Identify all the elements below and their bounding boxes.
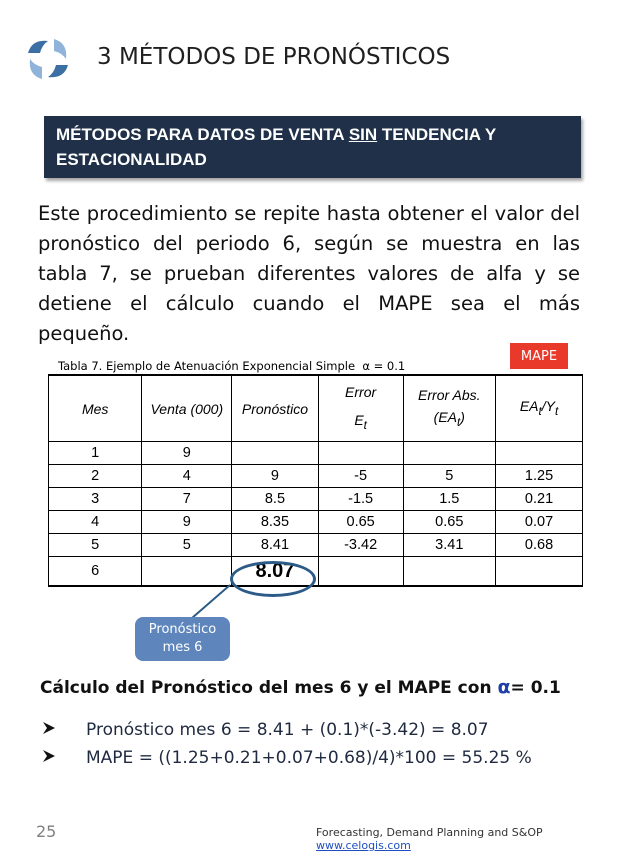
- header-pronostico: Pronóstico: [232, 375, 319, 442]
- body-paragraph: Este procedimiento se repite hasta obtener el valor del pronóstico del periodo 6, según se muestra en las tabla 7, se prueban diferentes valores de alfa y se detiene el cálculo cuando el MAPE sea el más pequeño.: [38, 202, 580, 345]
- arrow-bullet-icon: [42, 720, 86, 740]
- table-caption: Tabla 7. Ejemplo de Atenuación Exponencial Simple α = 0.1: [58, 359, 406, 373]
- bullet-mape: MAPE = ((1.25+0.21+0.07+0.68)/4)*100 = 55.25 %: [42, 748, 532, 768]
- table-row: 6 8.07: [49, 557, 583, 587]
- arrow-bullet-icon: [42, 748, 86, 768]
- footer-link[interactable]: www.celogis.com: [316, 839, 411, 852]
- table-row: 1 9: [49, 442, 583, 465]
- header-error-abs: Error Abs. $(EA_t)$: [403, 375, 496, 442]
- table-row: 4 9 8.35 0.65 0.65 0.07: [49, 511, 583, 534]
- page-title: 3 MÉTODOS DE PRONÓSTICOS: [97, 44, 451, 70]
- table-row: 5 5 8.41 -3.42 3.41 0.68: [49, 534, 583, 557]
- header-ea-y: $EA_t/Y_t$: [496, 375, 583, 442]
- mape-label: MAPE: [510, 343, 568, 369]
- header-mes: Mes: [49, 375, 142, 442]
- header-error: Error $E_t$: [318, 375, 403, 442]
- table-row: 2 4 9 -5 5 1.25: [49, 465, 583, 488]
- forecast-month-6-value: 8.07: [232, 557, 319, 587]
- callout-pronostico-mes-6: Pronóstico mes 6: [135, 617, 230, 661]
- table-row: 3 7 8.5 -1.5 1.5 0.21: [49, 488, 583, 511]
- page-number: 25: [36, 822, 57, 841]
- header-venta: Venta (000): [142, 375, 232, 442]
- bullet-pronostico: Pronóstico mes 6 = 8.41 + (0.1)*(-3.42) = 8.07: [42, 720, 489, 740]
- section-banner: MÉTODOS PARA DATOS DE VENTA SIN TENDENCIA Y ESTACIONALIDAD: [44, 116, 581, 178]
- footer-text: Forecasting, Demand Planning and S&OP www.celogis.com: [316, 826, 543, 852]
- calc-heading: Cálculo del Pronóstico del mes 6 y el MAPE con α= 0.1: [40, 676, 561, 698]
